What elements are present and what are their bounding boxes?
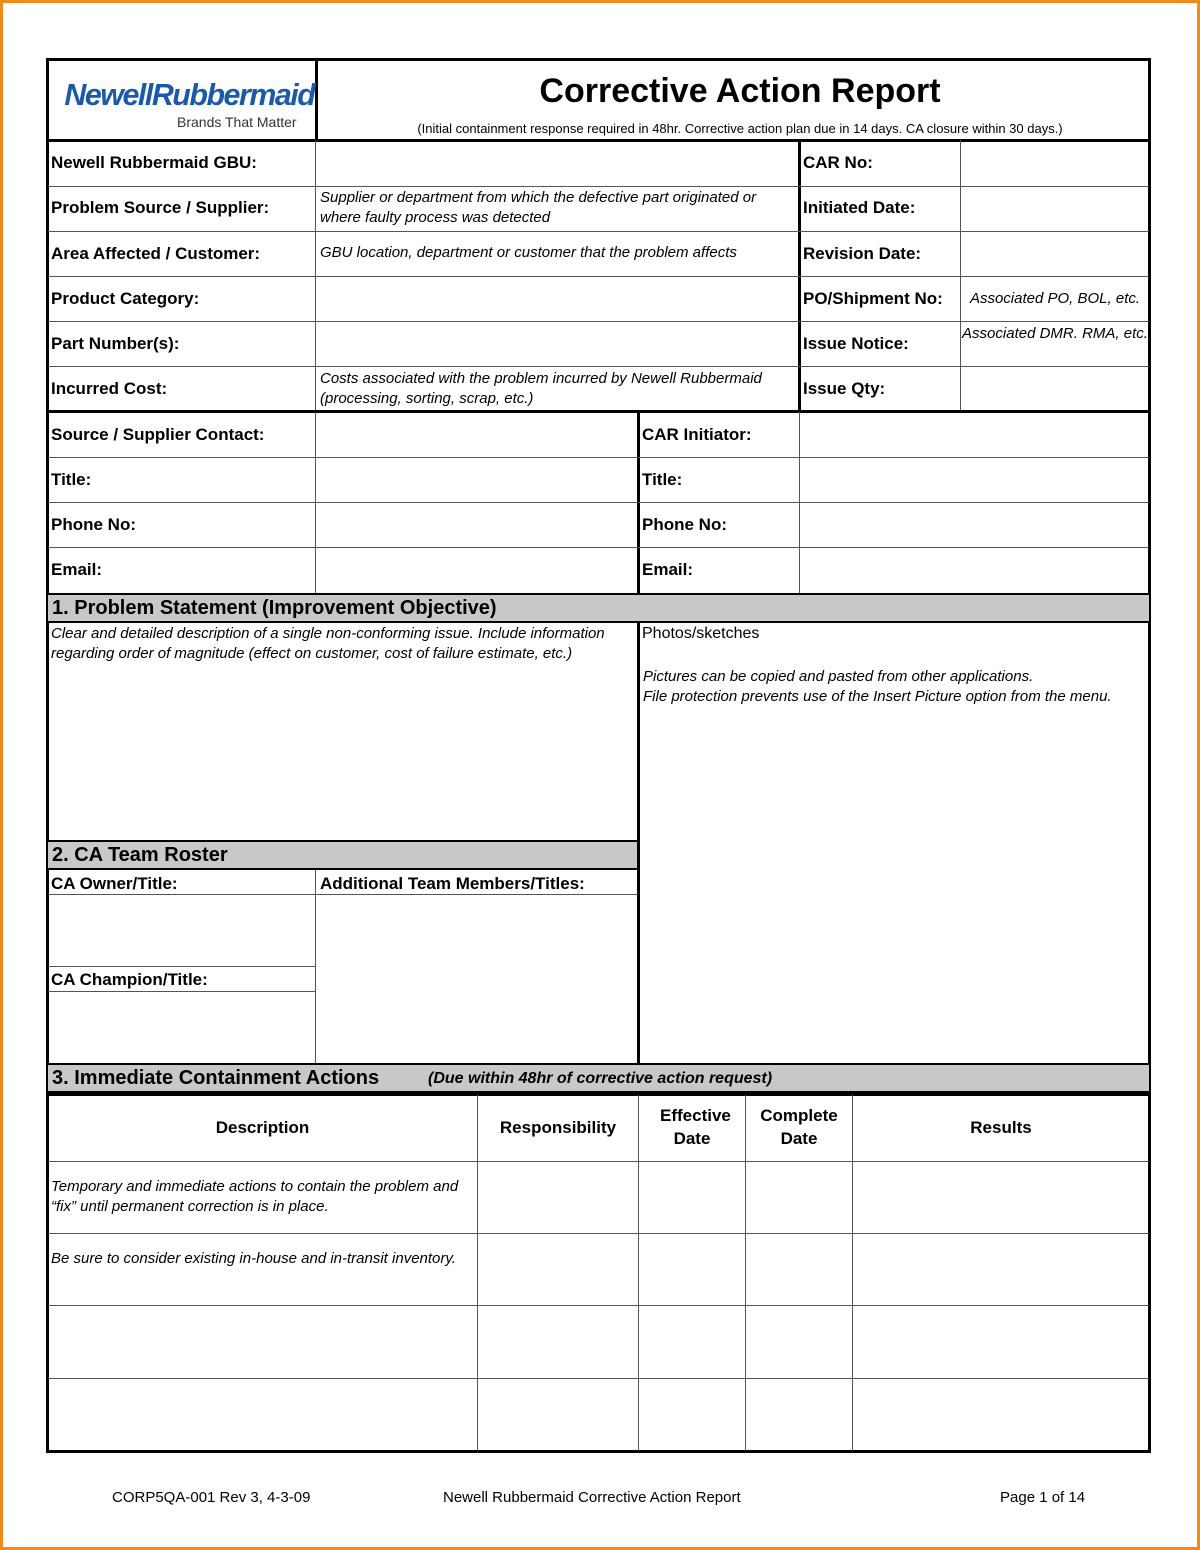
initiator-phone-label: Phone No: (642, 515, 727, 534)
header-divider (315, 58, 318, 142)
table-row[interactable] (49, 1380, 476, 1450)
supplier-phone-field[interactable] (317, 504, 635, 546)
po-shipment-label: PO/Shipment No: (803, 289, 943, 308)
table-col-line (477, 1095, 478, 1451)
cost-field[interactable]: Costs associated with the problem incurred by Newell Rubbermaid (processing, sorting, scrap, etc.) (320, 370, 762, 407)
column-responsibility: Responsibility (499, 1118, 617, 1137)
logo-tagline: Brands That Matter (177, 114, 297, 130)
supplier-title-label: Title: (51, 470, 92, 489)
table-col-line (638, 1095, 639, 1451)
initiator-title-label: Title: (642, 470, 683, 489)
footer-page-number: Page 1 of 14 (1000, 1489, 1086, 1506)
section-3-title: 3. Immediate Containment Actions (52, 1067, 380, 1089)
team-members-field[interactable] (317, 896, 635, 1062)
info-line (48, 276, 1149, 277)
issue-qty-label: Issue Qty: (803, 379, 886, 398)
footer-doc-title: Newell Rubbermaid Corrective Action Report (443, 1489, 741, 1506)
logo (62, 77, 315, 134)
table-top-line (46, 1093, 1151, 1096)
column-description: Description (215, 1118, 310, 1137)
supplier-contact-field[interactable] (317, 413, 635, 456)
area-field[interactable]: GBU location, department or customer that the problem affects (320, 244, 737, 261)
initiated-date-label: Initiated Date: (803, 198, 916, 217)
category-field[interactable] (317, 278, 797, 320)
table-col-line (745, 1095, 746, 1451)
table-row[interactable] (49, 1307, 476, 1377)
initiator-title-field[interactable] (801, 459, 1148, 501)
info-line (48, 186, 1149, 187)
car-initiator-label: CAR Initiator: (642, 425, 752, 444)
roster-line (48, 966, 315, 967)
area-label: Area Affected / Customer: (51, 244, 261, 263)
ca-champion-field[interactable] (49, 993, 314, 1062)
car-initiator-field[interactable] (801, 413, 1148, 456)
supplier-contact-label: Source / Supplier Contact: (51, 425, 265, 444)
supplier-title-field[interactable] (317, 459, 635, 501)
table-row-line (48, 1161, 1149, 1162)
category-label: Product Category: (51, 289, 200, 308)
report-subtitle: (Initial containment response required in 48hr. Corrective action plan due in 14 days. CA closure within 30 days.) (417, 121, 1063, 136)
photos-area[interactable] (640, 710, 1148, 1062)
table-row-line (48, 1305, 1149, 1306)
parts-label: Part Number(s): (51, 334, 180, 353)
roster-line (48, 894, 637, 895)
table-row-line (48, 1233, 1149, 1234)
gbu-field[interactable] (317, 142, 797, 185)
team-members-label: Additional Team Members/Titles: (320, 874, 585, 893)
supplier-email-field[interactable] (317, 549, 635, 591)
ca-champion-label: CA Champion/Title: (51, 970, 208, 989)
section-3-header (48, 1063, 1149, 1093)
problem-statement-field[interactable]: Clear and detailed description of a single non-conforming issue. Include information regarding order of magnitude (effect on customer, cost of failure estimate, etc.) (51, 625, 605, 662)
issue-notice-label: Issue Notice: (803, 334, 909, 353)
initiated-date-field[interactable] (962, 188, 1148, 230)
contact-line (48, 502, 1149, 503)
issue-notice-field[interactable]: Associated DMR. RMA, etc. (962, 325, 1148, 342)
ca-owner-label: CA Owner/Title: (51, 874, 178, 893)
info-line (48, 321, 1149, 322)
initiator-phone-field[interactable] (801, 504, 1148, 546)
initiator-email-field[interactable] (801, 549, 1148, 591)
photos-hint-1: Pictures can be copied and pasted from other applications. (643, 668, 1034, 685)
photos-label: Photos/sketches (642, 625, 760, 642)
source-field[interactable]: Supplier or department from which the defective part originated or where faulty process was detected (320, 189, 757, 226)
table-row[interactable]: Be sure to consider existing in-house and in-transit inventory. (51, 1250, 456, 1267)
supplier-email-label: Email: (51, 560, 103, 579)
source-label: Problem Source / Supplier: (51, 198, 270, 217)
contact-line (48, 547, 1149, 548)
roster-divider (315, 870, 316, 1063)
issue-qty-field[interactable] (962, 368, 1148, 409)
po-shipment-field[interactable]: Associated PO, BOL, etc. (969, 290, 1141, 307)
photos-hint-2: File protection prevents use of the Insert Picture option from the menu. (643, 688, 1112, 705)
cost-label: Incurred Cost: (51, 379, 168, 398)
report-title: Corrective Action Report (539, 72, 941, 110)
table-row[interactable]: Temporary and immediate actions to contain the problem and “fix” until permanent correction is in place. (51, 1178, 459, 1215)
table-col-line (852, 1095, 853, 1451)
ca-owner-field[interactable] (49, 896, 314, 965)
parts-field[interactable] (317, 323, 797, 365)
car-no-label: CAR No: (803, 153, 873, 172)
info-line (48, 231, 1149, 232)
gbu-label: Newell Rubbermaid GBU: (51, 153, 257, 172)
table-row-line (48, 1378, 1149, 1379)
car-no-field[interactable] (962, 142, 1148, 185)
roster-line (48, 991, 315, 992)
column-results: Results (970, 1118, 1032, 1137)
info-line (48, 366, 1149, 367)
revision-date-label: Revision Date: (803, 244, 922, 263)
revision-date-field[interactable] (962, 233, 1148, 275)
footer-doc-code: CORP5QA-001 Rev 3, 4-3-09 (112, 1489, 311, 1506)
section-3-note: (Due within 48hr of corrective action request) (428, 1070, 773, 1087)
section-1-header: 1. Problem Statement (Improvement Objective) (48, 593, 1149, 623)
supplier-phone-label: Phone No: (51, 515, 136, 534)
section-2-header: 2. CA Team Roster (48, 840, 637, 870)
logo-wordmark: NewellRubbermaid (64, 77, 315, 112)
contact-line (48, 457, 1149, 458)
column-complete-date: Complete Date (760, 1106, 838, 1148)
column-effective-date: Effective Date (660, 1106, 731, 1148)
initiator-email-label: Email: (642, 560, 694, 579)
